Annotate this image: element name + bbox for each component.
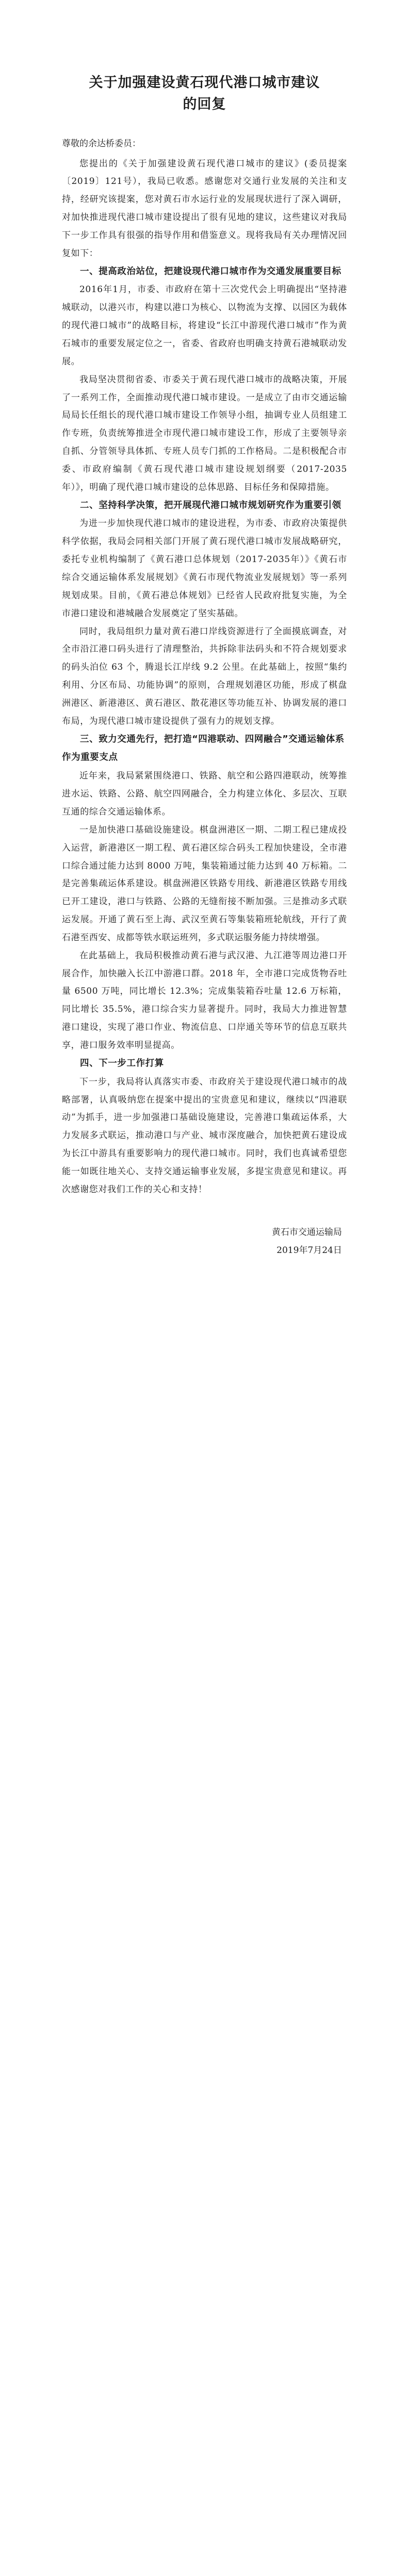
section-1-heading: 一、提高政治站位，把建设现代港口城市作为交通发展重要目标 [80,266,341,277]
section-2-paragraph-2: 同时，我局组织力量对黄石港口岸线资源进行了全面摸底调查，对全市沿江港口码头进行了清理整治，共拆除非法码头和不符合规划要求的码头泊位 63 个，腾退长江岸线 9.2 公里。在此基础上，按照“集约利用、分区布局、功能协调”的原则，合理规划港区功能，形成了棋盘洲港区、新港港区、黄石港区、散花港区等功能互补、协调发展的港口布局，为现代港口城市建设提供了强有力的规划支撑。 [62,626,347,726]
salutation: 尊敬的余达桥委员： [62,138,141,149]
document-title [62,72,347,115]
title-line-1: 关于加强建设黄石现代港口城市建议 [89,75,320,91]
signature-block [62,1224,347,1260]
section-1-paragraph-2: 我局坚决贯彻省委、市委关于黄石现代港口城市的战略决策，开展了一系列工作，全面推动现代港口城市建设。一是成立了由市交通运输局局长任组长的现代港口城市建设工作领导小组，抽调专业人员组建工作专班，负责统筹推进全市现代港口城市建设工作，形成了主要领导亲自抓、分管领导具体抓、专班人员专门抓的工作格局。二是积极配合市委、市政府编制《黄石现代港口城市建设规划纲要（2017-2035年）》，明确了现代港口城市建设的总体思路、目标任务和保障措施。 [62,374,347,493]
section-2-paragraph-1: 为进一步加快现代港口城市的建设进程，为市委、市政府决策提供科学依据，我局会同相关部门开展了黄石现代港口城市发展战略研究，委托专业机构编制了《黄石港口总体规划（2017-2035年）》《黄石市综合交通运输体系发展规划》《黄石市现代物流业发展规划》等一系列规划成果。目前，《黄石港总体规划》已经省人民政府批复实施，为全市港口建设和港城融合发展奠定了坚实基础。 [62,518,347,619]
intro-paragraph: 您提出的《关于加强建设黄石现代港口城市的建议》(委员提案〔2019〕121号），我局已收悉。感谢您对交通行业发展的关注和支持，经研究该提案，您对黄石市水运行业的发展现状进行了深入调研，对加快推进现代港口城市建设提出了很有见地的建议，这些建议对我局下一步工作具有很强的指导作用和借鉴意义。现将我局有关办理情况回复如下： [62,158,347,259]
title-line-2: 的回复 [183,96,226,112]
section-1-paragraph-1: 2016年1月，市委、市政府在第十三次党代会上明确提出“坚持港城联动，以港兴市，构建以港口为核心、以物流为支撑、以园区为载体的现代港口城市”的战略目标，将建设“长江中游现代港口城市”作为黄石城市的重要发展定位之一，省委、省政府也明确支持黄石港城联动发展。 [62,284,347,367]
section-4-heading: 四、下一步工作打算 [80,1058,164,1069]
signature-organization: 黄石市交通运输局 [272,1227,342,1238]
section-3-heading: 三、致力交通先行，把打造“四港联动、四网融合”交通运输体系作为重要支点 [62,734,345,763]
section-3-paragraph-2: 一是加快港口基础设施建设。棋盘洲港区一期、二期工程已建成投入运营，新港港区一期工程、黄石港区综合码头工程加快建设，全市港口综合通过能力达到 8000 万吨，集装箱通过能力达到 40 万标箱。二是完善集疏运体系建设。棋盘洲港区铁路专用线、新港港区铁路专用线已开工建设，港口与铁路、公路的无缝衔接不断加强。三是推动多式联运发展。开通了黄石至上海、武汉至黄石等集装箱班轮航线，开行了黄石港至西安、成都等铁水联运班列，多式联运服务能力持续增强。 [62,824,347,943]
section-4-paragraph-1: 下一步，我局将认真落实市委、市政府关于建设现代港口城市的战略部署，认真吸纳您在提案中提出的宝贵意见和建议，继续以“四港联动”为抓手，进一步加强港口基础设施建设，完善港口集疏运体系，大力发展多式联运，推动港口与产业、城市深度融合，加快把黄石建设成为长江中游具有重要影响力的现代港口城市。同时，我们也真诚希望您能一如既往地关心、支持交通运输事业发展，多提宝贵意见和建议。再次感谢您对我们工作的关心和支持！ [62,1076,347,1195]
section-3-paragraph-3: 在此基础上，我局积极推动黄石港与武汉港、九江港等周边港口开展合作，加快融入长江中游港口群。2018 年，全市港口完成货物吞吐量 6500 万吨，同比增长 12.3%；完成集装箱吞吐量 12.6 万标箱，同比增长 35.5%，港口综合实力显著提升。同时，我局大力推进智慧港口建设，实现了港口作业、物流信息、口岸通关等环节的信息互联共享，港口服务效率明显提高。 [62,950,347,1050]
signature-date: 2019年7月24日 [276,1245,342,1256]
section-2-heading: 二、坚持科学决策，把开展现代港口城市规划研究作为重要引领 [80,500,341,511]
section-3-paragraph-1: 近年来，我局紧紧围绕港口、铁路、航空和公路四港联动，统筹推进水运、铁路、公路、航空四网融合，全力构建立体化、多层次、互联互通的综合交通运输体系。 [62,771,347,818]
